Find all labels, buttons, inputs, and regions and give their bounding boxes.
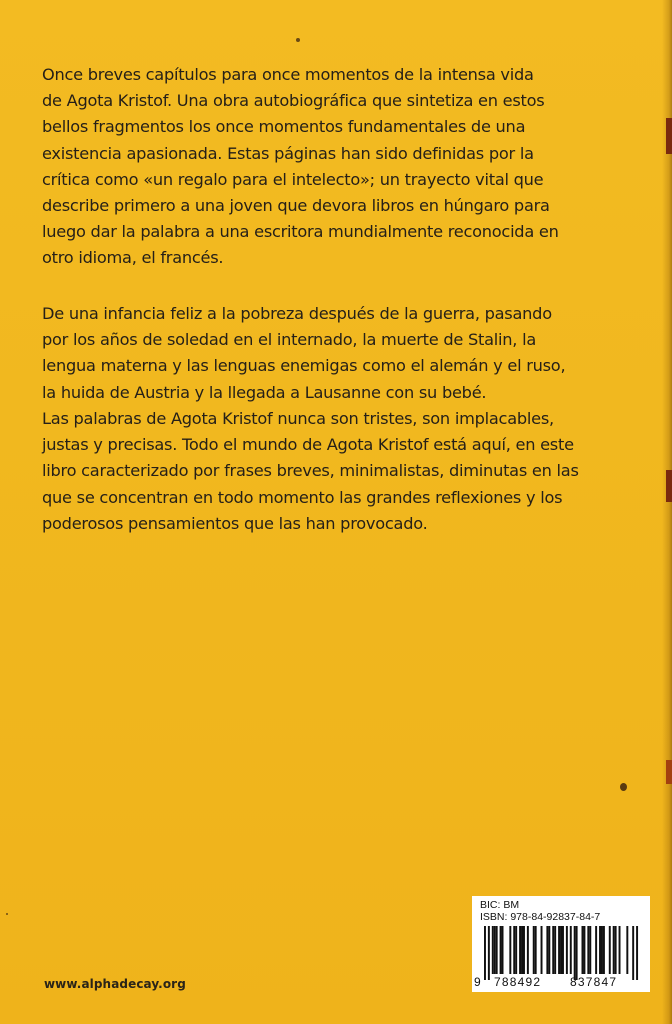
edge-mark <box>666 118 672 154</box>
barcode-bar <box>513 926 515 974</box>
barcode-bar <box>601 926 603 974</box>
barcode-bar <box>552 926 554 974</box>
blurb-line: bellos fragmentos los once momentos fundamentales de una <box>42 117 526 137</box>
barcode-bar <box>484 926 486 980</box>
blurb-line: existencia apasionada. Estas páginas han sido definidas por la <box>42 143 534 163</box>
barcode-bar <box>576 926 578 980</box>
barcode-bar <box>619 926 621 974</box>
edge-mark <box>666 760 672 784</box>
print-speck <box>296 38 300 42</box>
barcode-bar <box>523 926 525 974</box>
barcode-bar <box>541 926 543 974</box>
barcode-bar <box>492 926 494 974</box>
barcode-bar <box>521 926 523 974</box>
barcode-bar <box>632 926 634 980</box>
barcode-bar <box>636 926 638 980</box>
blurb-line: Once breves capítulos para once momentos de la intensa vida <box>42 65 534 84</box>
barcode-bar <box>558 926 560 974</box>
publisher-website: www.alphadecay.org <box>44 977 186 991</box>
blurb-line: la huida de Austria y la llegada a Lausanne con su bebé. <box>42 382 487 402</box>
blurb-line: libro caracterizado por frases breves, minimalistas, diminutas en las <box>42 461 579 481</box>
barcode-bar <box>589 926 591 974</box>
barcode-digit-first: 9 <box>474 975 481 989</box>
barcode-bar <box>488 926 490 980</box>
edge-mark <box>666 470 672 502</box>
blurb-line: describe primero a una joven que devora libros en húngaro para <box>42 196 550 216</box>
barcode-bar <box>583 926 585 974</box>
bic-code: BIC: BM <box>480 899 520 911</box>
barcode-bar <box>603 926 605 974</box>
barcode-bar <box>570 926 572 974</box>
barcode-bar <box>587 926 589 974</box>
print-speck <box>6 913 8 915</box>
barcode-bar <box>554 926 556 974</box>
blurb-line: luego dar la palabra a una escritora mundialmente reconocida en <box>42 222 559 242</box>
blurb-line: de Agota Kristof. Una obra autobiográfica que sintetiza en estos <box>42 91 545 111</box>
barcode-bar <box>613 926 615 974</box>
barcode-digits-left: 788492 <box>494 975 542 989</box>
blurb-line: Las palabras de Agota Kristof nunca son tristes, son implacables, <box>42 409 554 428</box>
print-speck <box>620 783 627 791</box>
barcode-bar <box>494 926 496 974</box>
blurb-line: por los años de soledad en el internado, la muerte de Stalin, la <box>42 330 537 350</box>
blurb-line: otro idioma, el francés. <box>42 248 224 268</box>
barcode-bar <box>582 926 584 974</box>
barcode-bar <box>599 926 601 974</box>
barcode-bar <box>502 926 504 974</box>
barcode-bar <box>535 926 537 974</box>
blurb-line: crítica como «un regalo para el intelecto»; un trayecto vital que <box>42 169 544 189</box>
barcode-bar <box>615 926 617 974</box>
isbn-barcode-label <box>472 896 650 992</box>
barcode-bar <box>595 926 597 974</box>
barcode-bar <box>574 926 576 980</box>
barcode-bar <box>566 926 568 974</box>
barcode-bar <box>500 926 502 974</box>
blurb-paragraph-1 <box>42 62 642 272</box>
blurb-line: lengua materna y las lenguas enemigas como el alemán y el ruso, <box>42 356 566 376</box>
barcode-bar <box>515 926 517 974</box>
blurb-line: justas y precisas. Todo el mundo de Agota Kristof está aquí, en este <box>42 435 574 455</box>
barcode-bar <box>548 926 550 974</box>
blurb-paragraph-3 <box>42 406 642 537</box>
blurb-line: poderosos pensamientos que las han provocado. <box>42 513 428 533</box>
blurb-line: que se concentran en todo momento las grandes reflexiones y los <box>42 487 563 507</box>
barcode-bar <box>546 926 548 974</box>
barcode-bar <box>626 926 628 974</box>
barcode-digits-right: 837847 <box>570 975 618 989</box>
blurb-line: De una infancia feliz a la pobreza después de la guerra, pasando <box>42 304 552 323</box>
isbn-number: ISBN: 978-84-92837-84-7 <box>480 911 601 923</box>
barcode-bar <box>527 926 529 974</box>
barcode-bar <box>519 926 521 974</box>
barcode-bar <box>533 926 535 974</box>
barcode-bar <box>509 926 511 974</box>
barcode-bar <box>609 926 611 974</box>
barcode-bar <box>496 926 498 974</box>
barcode-bar <box>562 926 564 974</box>
barcode-bar <box>560 926 562 974</box>
blurb-paragraph-2 <box>42 301 642 406</box>
